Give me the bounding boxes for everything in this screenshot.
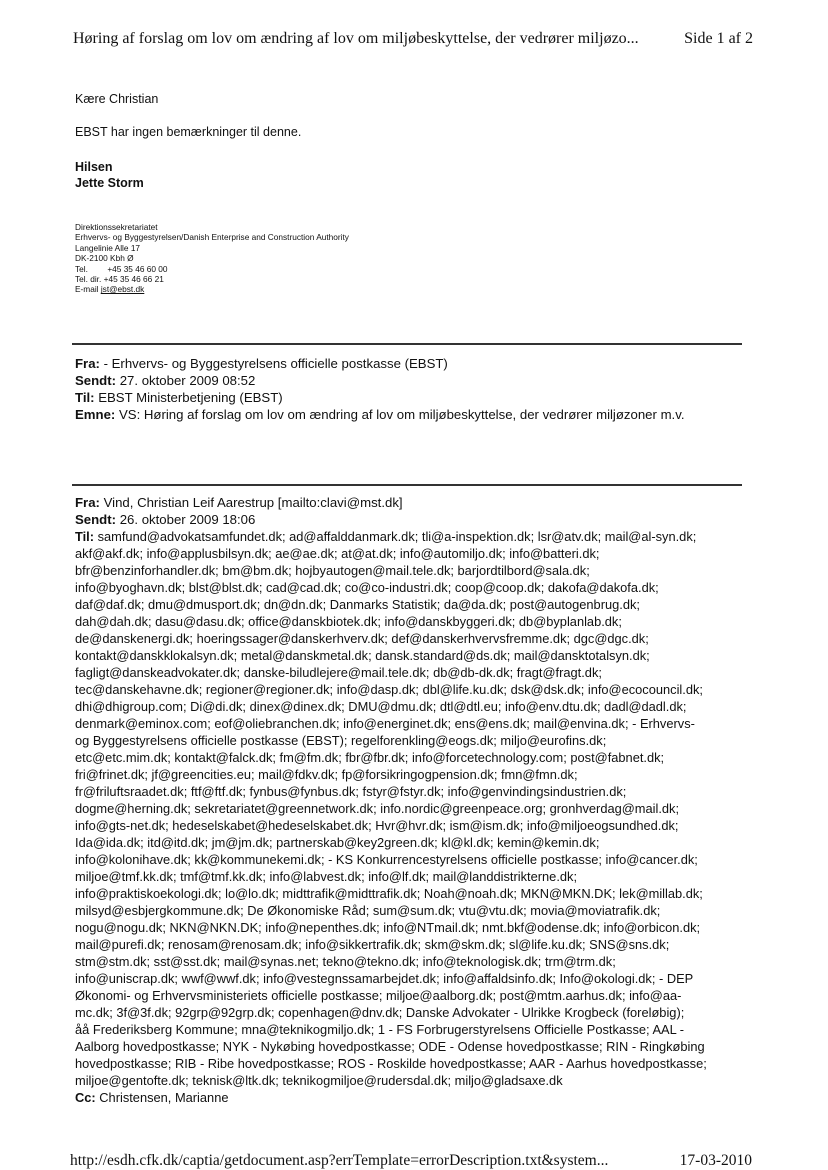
recipient-line: mail@purefi.dk; renosam@renosam.dk; info@sikkertrafik.dk; skm@skm.dk; sl@life.ku.dk; SNS@sns.dk;	[75, 937, 670, 952]
fwd2-sent: 26. oktober 2009 18:06	[116, 512, 256, 527]
recipient-line: nogu@nogu.dk; NKN@NKN.DK; info@nepenthes.dk; info@NTmail.dk; nmt.bkf@odense.dk; info@orbicon.dk;	[75, 920, 701, 935]
recipient-line: kontakt@danskklokalsyn.dk; metal@danskmetal.dk; dansk.standard@ds.dk; mail@dansktotalsyn.dk;	[75, 648, 650, 663]
recipient-line: tec@danskehavne.dk; regioner@regioner.dk; info@dasp.dk; dbl@life.ku.dk; dsk@dsk.dk; info@ecocouncil.dk;	[75, 682, 703, 697]
greeting: Kære Christian	[75, 92, 159, 106]
signature-city: DK-2100 Kbh Ø	[75, 253, 134, 264]
recipient-line: info@praktiskoekologi.dk; lo@lo.dk; midttrafik@midttrafik.dk; Noah@noah.dk; MKN@MKN.DK; lek@millab.dk;	[75, 886, 703, 901]
recipient-line: info@uniscrap.dk; wwf@wwf.dk; info@vestegnssamarbejdet.dk; info@affaldsinfo.dk; Info@okologi.dk; - DEP	[75, 971, 694, 986]
recipient-line: fr@friluftsraadet.dk; ftf@ftf.dk; fynbus@fynbus.dk; fstyr@fstyr.dk; info@genvindingsindustrien.dk;	[75, 784, 627, 799]
recipient-line: hovedpostkasse; RIB - Ribe hovedpostkasse; ROS - Roskilde hovedpostkasse; AAR - Aarhus hovedpostkasse;	[75, 1056, 707, 1071]
document-title: Høring af forslag om lov om ændring af lov om miljøbeskyttelse, der vedrører miljøzo...	[73, 30, 639, 47]
fwd1-to: EBST Ministerbetjening (EBST)	[94, 390, 283, 405]
page-footer	[70, 1152, 752, 1170]
cc-label: Cc:	[75, 1090, 96, 1105]
recipient-line: dhi@dhigroup.com; Di@di.dk; dinex@dinex.dk; DMU@dmu.dk; dtl@dtl.eu; info@env.dtu.dk; dadl@dadl.dk;	[75, 699, 687, 714]
cc-row	[75, 1089, 747, 1106]
email-link[interactable]: jst@ebst.dk	[100, 284, 145, 295]
recipient-line: fagligt@danskeadvokater.dk; danske-biludlejere@mail.tele.dk; db@db-dk.dk; fragt@fragt.dk;	[75, 665, 602, 680]
fwd1-to-row	[75, 389, 685, 406]
fwd2-from: Vind, Christian Leif Aarestrup [mailto:clavi@mst.dk]	[99, 495, 403, 510]
recipient-line: miljoe@gentofte.dk; teknisk@ltk.dk; teknikogmiljoe@rudersdal.dk; miljo@gladsaxe.dk	[75, 1073, 563, 1088]
signature-email-row	[75, 284, 349, 294]
recipient-line: de@danskenergi.dk; hoeringssager@danskerhverv.dk; def@danskerhvervsfremme.dk; dgc@dgc.dk;	[75, 631, 649, 646]
sender-name: Jette Storm	[75, 176, 144, 190]
recipients-list	[75, 528, 747, 1106]
fwd1-subject-label: Emne:	[75, 407, 116, 422]
fwd2-sent-row	[75, 511, 403, 528]
forward-header-1	[75, 355, 685, 423]
recipient-line: info@kolonihave.dk; kk@kommunekemi.dk; - KS Konkurrencestyrelsens officielle postkasse; info@cancer.dk;	[75, 852, 698, 867]
fwd2-from-row	[75, 494, 403, 511]
page-number: Side 1 af 2	[684, 30, 753, 47]
fwd2-sent-label: Sendt:	[75, 512, 117, 527]
footer-url: http://esdh.cfk.dk/captia/getdocument.asp?errTemplate=errorDescription.txt&system...	[70, 1152, 609, 1169]
forward-header-2	[75, 494, 403, 528]
recipient-line: dah@dah.dk; dasu@dasu.dk; office@danskbiotek.dk; info@danskbyggeri.dk; db@byplanlab.dk;	[75, 614, 622, 629]
recipient-line: milsyd@esbjergkommune.dk; De Økonomiske Råd; sum@sum.dk; vtu@vtu.dk; movia@moviatrafik.dk;	[75, 903, 661, 918]
divider-1	[72, 343, 742, 345]
signature-tel-row	[75, 264, 349, 274]
recipient-line: etc@etc.mim.dk; kontakt@falck.dk; fm@fm.dk; fbr@fbr.dk; info@forcetechnology.com; post@fabnet.dk;	[75, 750, 665, 765]
recipient-line: denmark@eminox.com; eof@oliebranchen.dk; info@energinet.dk; ens@ens.dk; mail@envina.dk; - Erhvervs-	[75, 716, 695, 731]
teldir-value: +45 35 46 66 21	[103, 274, 164, 285]
teldir-label: Tel. dir.	[75, 274, 102, 285]
signature-block	[75, 222, 349, 295]
signature-teldir-row	[75, 274, 349, 284]
divider-2	[72, 484, 742, 486]
tel-value: +45 35 46 60 00	[107, 263, 168, 274]
fwd2-to-label: Til:	[75, 529, 95, 544]
recipient-line: mc.dk; 3f@3f.dk; 92grp@92grp.dk; copenhagen@dnv.dk; Danske Advokater - Ulrikke Krogbeck (foreløbig);	[75, 1005, 685, 1020]
recipient-line: info@gts-net.dk; hedeselskabet@hedeselskabet.dk; Hvr@hvr.dk; ism@ism.dk; info@miljoeogsundhed.dk;	[75, 818, 679, 833]
fwd1-from-label: Fra:	[75, 356, 100, 371]
cc-value: Christensen, Marianne	[95, 1090, 229, 1105]
signature-org: Erhvervs- og Byggestyrelsen/Danish Enterprise and Construction Authority	[75, 232, 349, 243]
recipient-line	[75, 528, 747, 545]
signature-dept: Direktionssekretariatet	[75, 222, 158, 232]
fwd1-sent-label: Sendt:	[75, 373, 117, 388]
fwd1-sent-row	[75, 372, 685, 389]
footer-date: 17-03-2010	[679, 1152, 752, 1169]
email-label: E-mail	[75, 284, 99, 295]
recipient-line: fri@frinet.dk; jf@greencities.eu; mail@fdkv.dk; fp@forsikringogpension.dk; fmn@fmn.dk;	[75, 767, 578, 782]
recipient-line: miljoe@tmf.kk.dk; tmf@tmf.kk.dk; info@labvest.dk; info@lf.dk; mail@landdistrikterne.dk;	[75, 869, 578, 884]
recipient-line: og Byggestyrelsens officielle postkasse (EBST); regelforenkling@eogs.dk; miljo@eurofins.dk;	[75, 733, 607, 748]
fwd1-to-label: Til:	[75, 390, 95, 405]
tel-label: Tel.	[75, 263, 88, 274]
recipient-line: dogme@herning.dk; sekretariatet@greennetwork.dk; info.nordic@greenpeace.org; gronhverdag@mail.dk;	[75, 801, 680, 816]
closing-salutation: Hilsen	[75, 160, 113, 174]
recipient-line: akf@akf.dk; info@applusbilsyn.dk; ae@ae.dk; at@at.dk; info@automiljo.dk; info@batteri.dk;	[75, 546, 600, 561]
recipient-line: daf@daf.dk; dmu@dmusport.dk; dn@dn.dk; Danmarks Statistik; da@da.dk; post@autogenbrug.dk;	[75, 597, 640, 612]
recipient-line: info@byoghavn.dk; blst@blst.dk; cad@cad.dk; co@co-industri.dk; coop@coop.dk; dakofa@dakofa.dk;	[75, 580, 659, 595]
recipient-line: bfr@benzinforhandler.dk; bm@bm.dk; hojbyautogen@mail.tele.dk; barjordtilbord@sala.dk;	[75, 563, 590, 578]
recipient-line: Ida@ida.dk; itd@itd.dk; jm@jm.dk; partnerskab@key2green.dk; kl@kl.dk; kemin@kemin.dk;	[75, 835, 600, 850]
recipient-line: stm@stm.dk; sst@sst.dk; mail@synas.net; tekno@tekno.dk; info@teknologisk.dk; trm@trm.dk;	[75, 954, 616, 969]
fwd1-from: - Erhvervs- og Byggestyrelsens officielle postkasse (EBST)	[99, 356, 448, 371]
recipient-line: åå Frederiksberg Kommune; mna@teknikogmiljo.dk; 1 - FS Forbrugerstyrelsens Officielle Postkasse; AAL -	[75, 1022, 685, 1037]
signature-street: Langelinie Alle 17	[75, 242, 141, 253]
fwd1-subject: VS: Høring af forslag om lov om ændring af lov om miljøbeskyttelse, der vedrører miljøzoner m.v.	[115, 407, 685, 422]
recipient-line: Økonomi- og Erhvervsministeriets officielle postkasse; miljoe@aalborg.dk; post@mtm.aarhus.dk; info@aa-	[75, 988, 682, 1003]
recipient-line: Aalborg hovedpostkasse; NYK - Nykøbing hovedpostkasse; ODE - Odense hovedpostkasse; RIN - Ringkøbing	[75, 1039, 705, 1054]
recipient-text: samfund@advokatsamfundet.dk; ad@affalddanmark.dk; tli@a-inspektion.dk; lsr@atv.dk; mail@al-syn.dk;	[94, 529, 697, 544]
fwd2-from-label: Fra:	[75, 495, 100, 510]
fwd1-sent: 27. oktober 2009 08:52	[116, 373, 256, 388]
fwd1-subject-row	[75, 406, 685, 423]
page-header	[73, 30, 753, 48]
fwd1-from-row	[75, 355, 685, 372]
message-text: EBST har ingen bemærkninger til denne.	[75, 125, 302, 139]
